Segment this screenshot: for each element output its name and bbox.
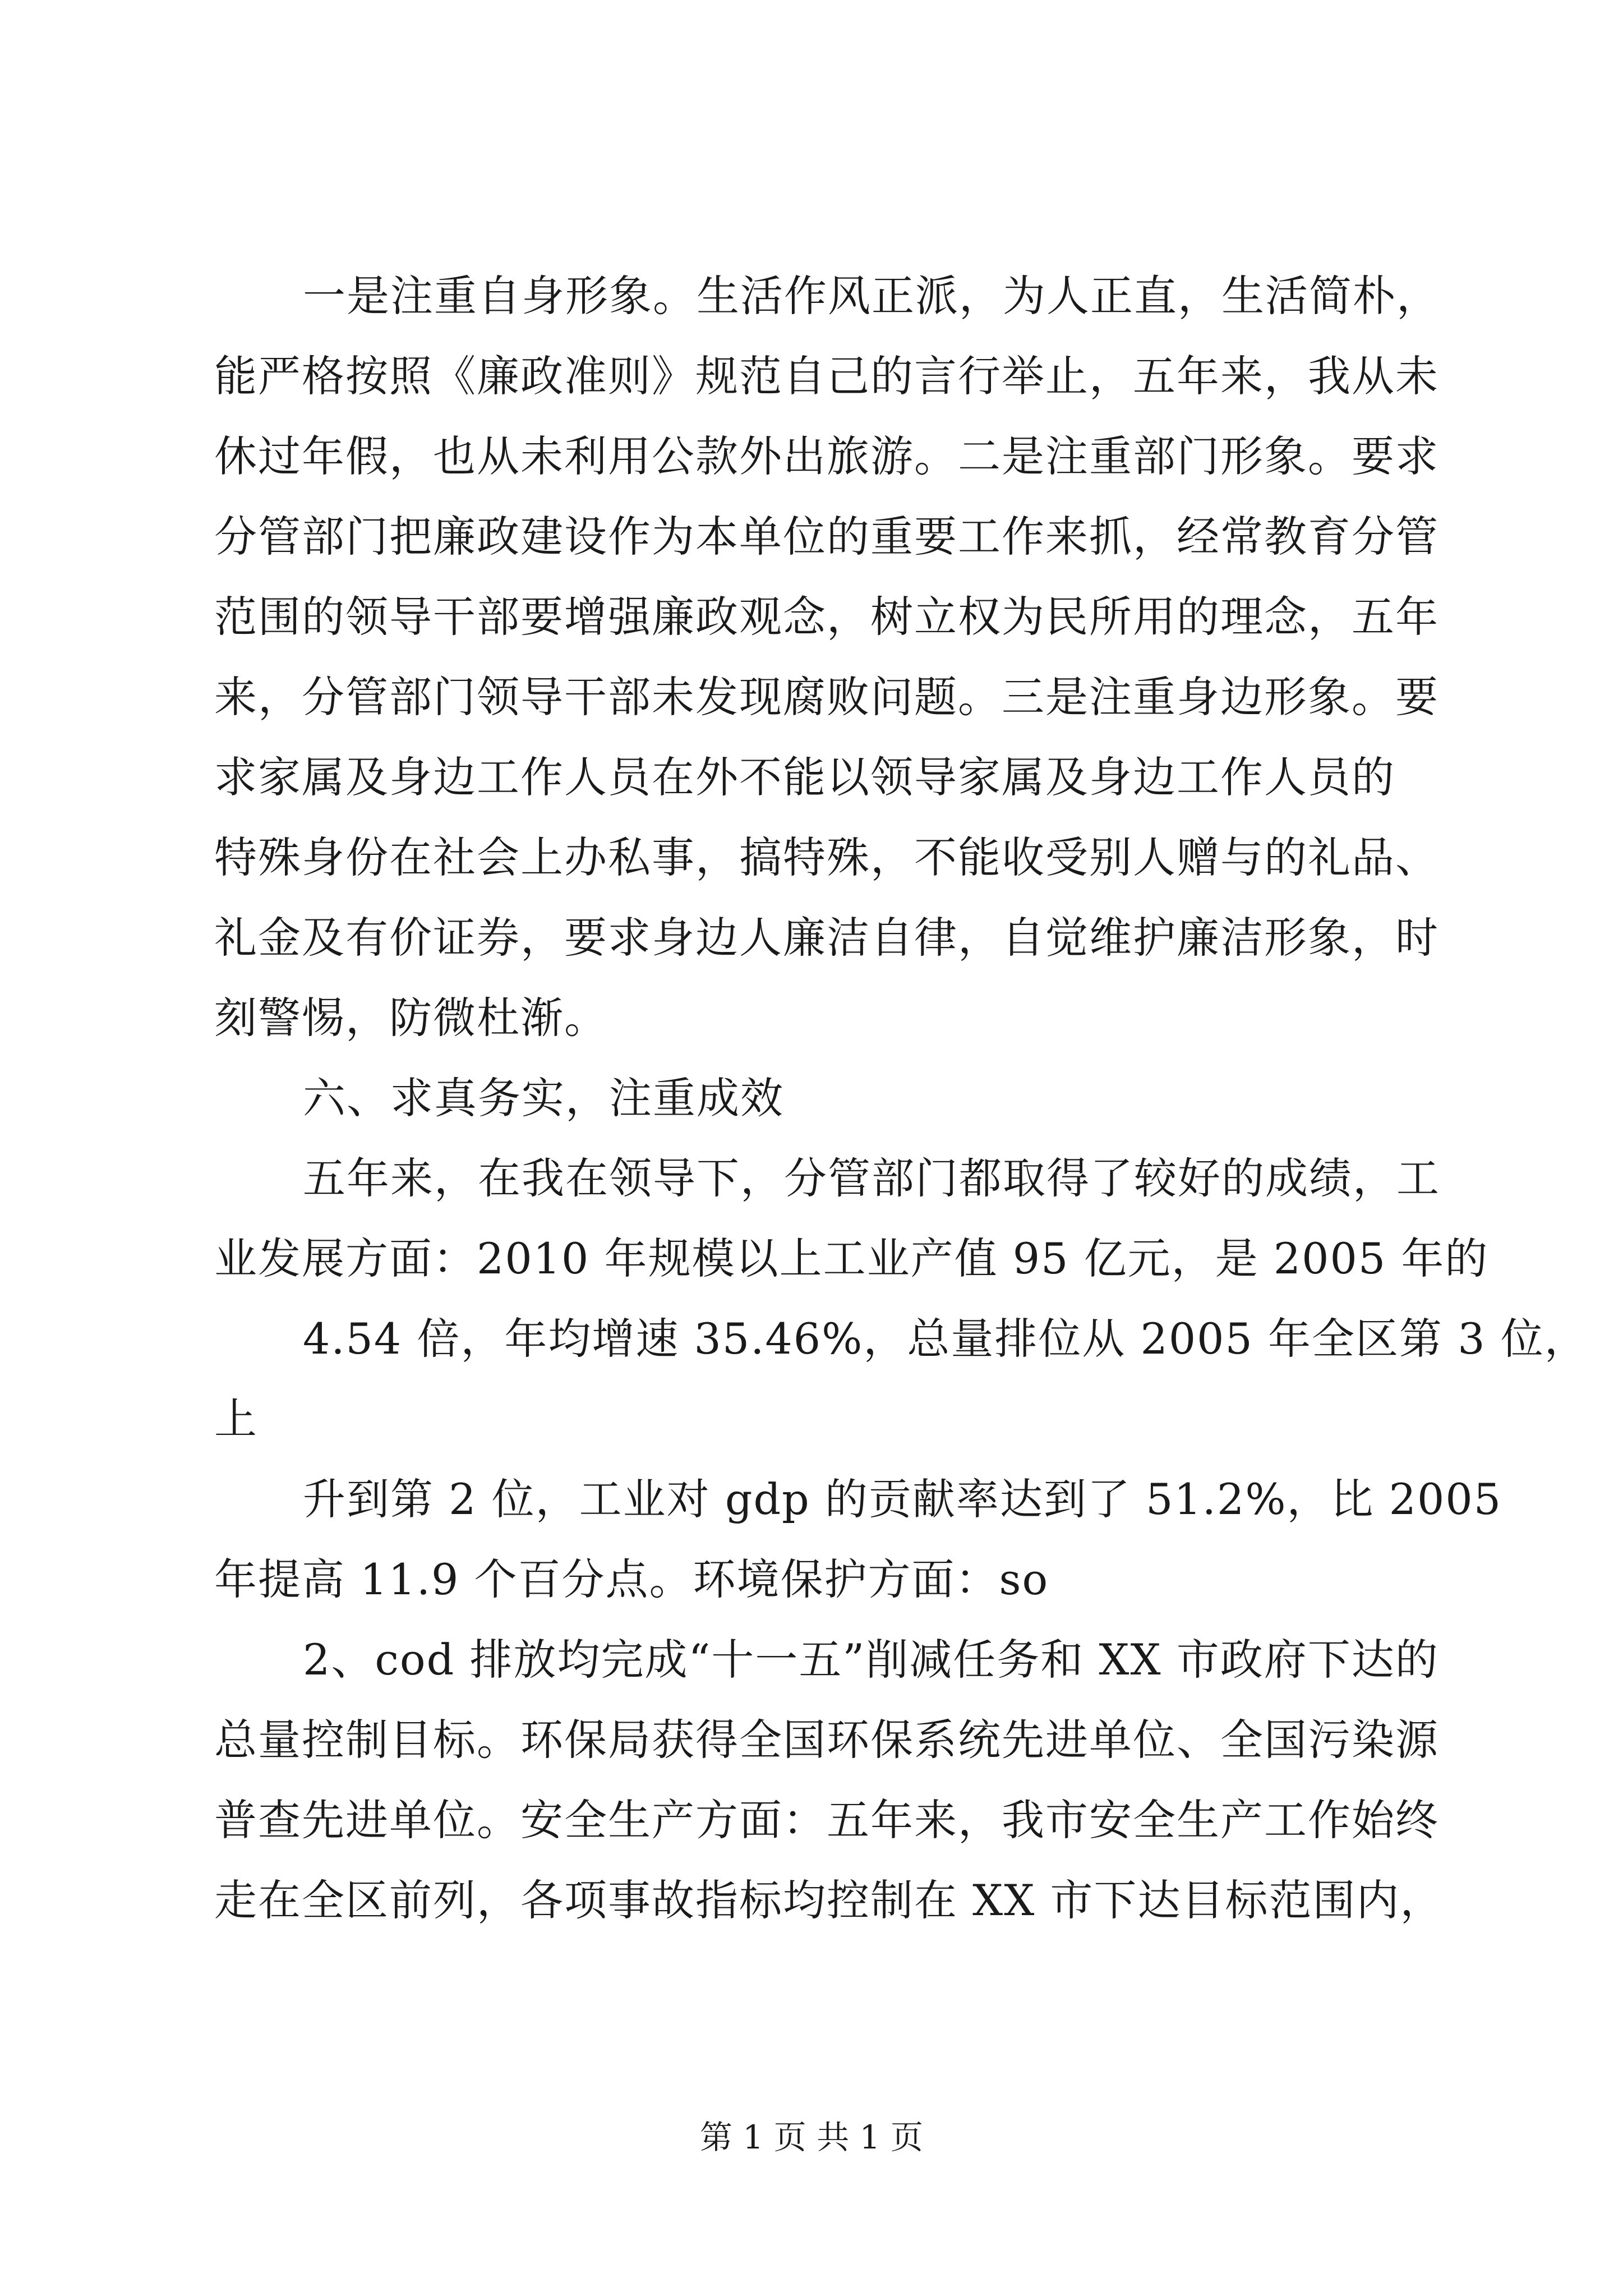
section-heading: 六、求真务实，注重成效: [303, 1073, 784, 1123]
paragraph-line: 能严格按照《廉政准则》规范自己的言行举止，五年来，我从未: [214, 351, 1439, 401]
paragraph-line: 走在全区前列，各项事故指标均控制在 XX 市下达目标范围内，: [214, 1875, 1444, 1925]
paragraph-line: 4.54 倍，年均增速 35.46%，总量排位从 2005 年全区第 3 位，: [303, 1314, 1588, 1364]
paragraph-line: 求家属及身边工作人员在外不能以领导家属及身边工作人员的: [214, 752, 1395, 802]
paragraph-line: 年提高 11.9 个百分点。环境保护方面：so: [214, 1554, 1049, 1604]
page-number-footer: 第 1 页 共 1 页: [700, 2118, 923, 2156]
paragraph-line: 总量控制目标。环保局获得全国环保系统先进单位、全国污染源: [214, 1715, 1439, 1765]
paragraph-line: 休过年假，也从未利用公款外出旅游。二是注重部门形象。要求: [214, 431, 1439, 481]
paragraph-line: 五年来，在我在领导下，分管部门都取得了较好的成绩，工: [303, 1153, 1440, 1203]
paragraph-line: 刻警惕，防微杜渐。: [214, 993, 608, 1043]
paragraph-line: 一是注重自身形象。生活作风正派，为人正直，生活简朴，: [303, 271, 1440, 321]
paragraph-line: 礼金及有价证券，要求身边人廉洁自律，自觉维护廉洁形象，时: [214, 913, 1439, 963]
paragraph-line: 范围的领导干部要增强廉政观念，树立权为民所用的理念，五年: [214, 592, 1439, 642]
paragraph-line: 特殊身份在社会上办私事，搞特殊，不能收受别人赠与的礼品、: [214, 832, 1439, 882]
paragraph-line: 来，分管部门领导干部未发现腐败问题。三是注重身边形象。要: [214, 672, 1439, 722]
paragraph-line: 升到第 2 位，工业对 gdp 的贡献率达到了 51.2%，比 2005: [303, 1474, 1502, 1524]
paragraph-line: 上: [214, 1394, 258, 1444]
paragraph-line: 普查先进单位。安全生产方面：五年来，我市安全生产工作始终: [214, 1795, 1439, 1845]
paragraph-line: 业发展方面：2010 年规模以上工业产值 95 亿元，是 2005 年的: [214, 1234, 1489, 1283]
paragraph-line: 2、cod 排放均完成“十一五”削减任务和 XX 市政府下达的: [303, 1635, 1439, 1685]
paragraph-line: 分管部门把廉政建设作为本单位的重要工作来抓，经常教育分管: [214, 512, 1439, 562]
